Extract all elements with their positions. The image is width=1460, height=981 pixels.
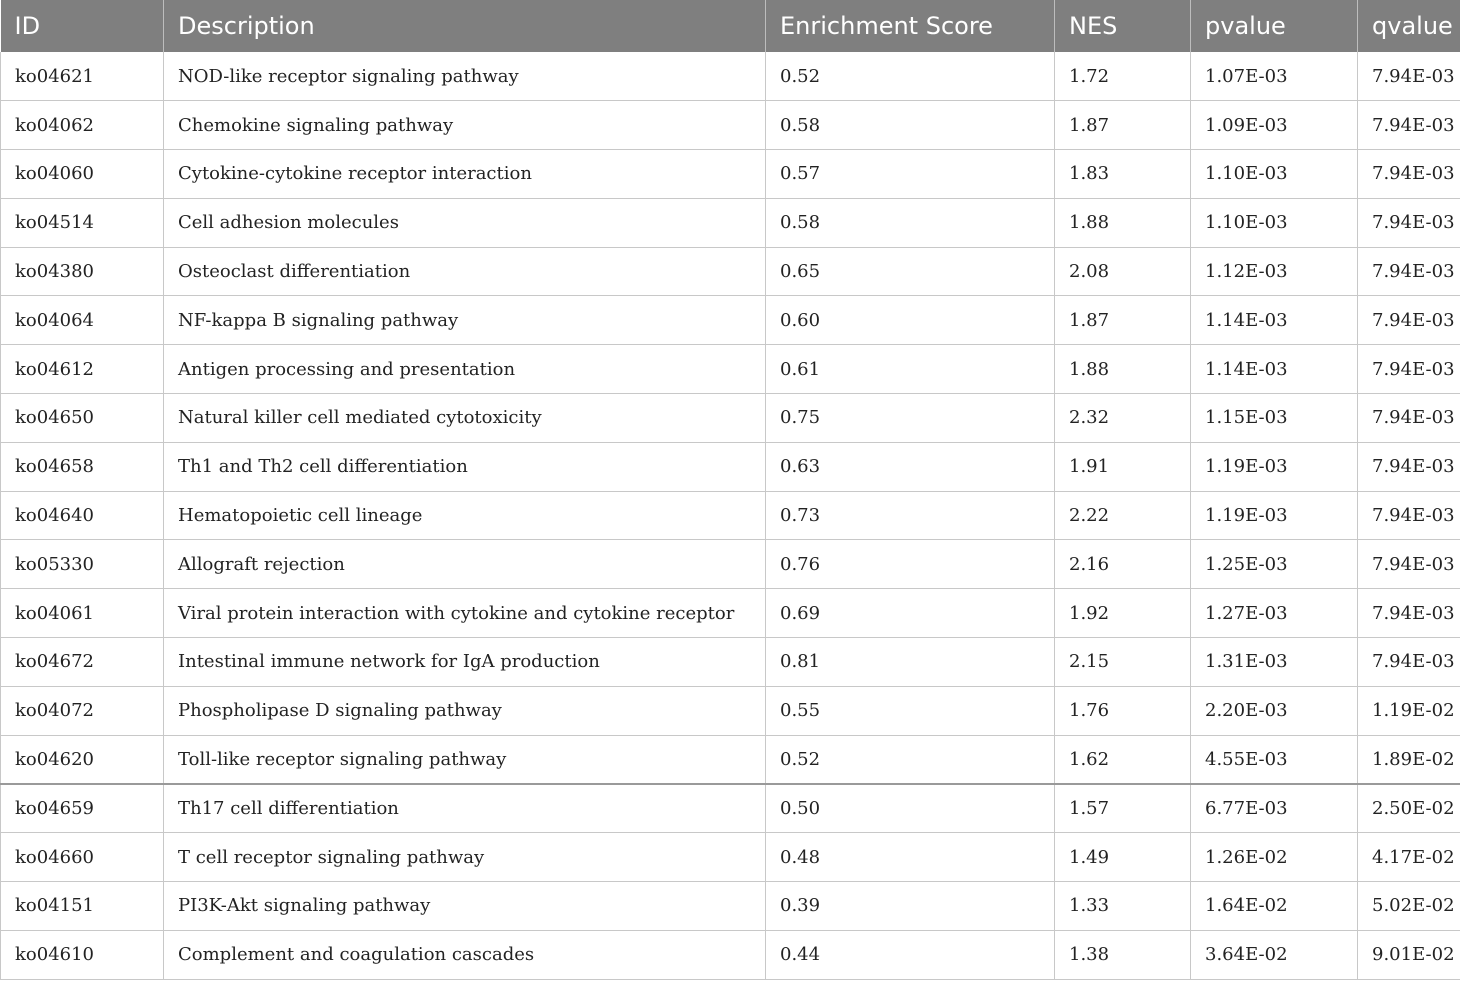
cell-qvalue: 7.94E-03: [1358, 52, 1460, 101]
header-description: Description: [164, 0, 766, 52]
cell-nes: 2.22: [1055, 491, 1191, 540]
cell-qvalue: 7.94E-03: [1358, 638, 1460, 687]
cell-enrichment-score: 0.75: [766, 394, 1055, 443]
cell-description: Intestinal immune network for IgA production: [164, 638, 766, 687]
cell-qvalue: 1.19E-02: [1358, 686, 1460, 735]
cell-description: Antigen processing and presentation: [164, 345, 766, 394]
header-id: ID: [1, 0, 164, 52]
cell-description: NF-kappa B signaling pathway: [164, 296, 766, 345]
cell-nes: 1.87: [1055, 101, 1191, 150]
cell-description: Complement and coagulation cascades: [164, 930, 766, 979]
cell-id: ko04620: [1, 735, 164, 784]
table-header: [1, 0, 1460, 52]
cell-pvalue: 4.55E-03: [1191, 735, 1358, 784]
cell-qvalue: 4.17E-02: [1358, 833, 1460, 882]
cell-qvalue: 7.94E-03: [1358, 540, 1460, 589]
cell-pvalue: 1.25E-03: [1191, 540, 1358, 589]
cell-qvalue: 9.01E-02: [1358, 930, 1460, 979]
cell-description: T cell receptor signaling pathway: [164, 833, 766, 882]
cell-pvalue: 1.64E-02: [1191, 882, 1358, 931]
table-row: [1, 198, 1460, 247]
cell-id: ko04061: [1, 589, 164, 638]
header-pvalue: pvalue: [1191, 0, 1358, 52]
cell-enrichment-score: 0.69: [766, 589, 1055, 638]
cell-nes: 1.88: [1055, 198, 1191, 247]
header-qvalue: qvalue: [1358, 0, 1460, 52]
cell-description: Viral protein interaction with cytokine and cytokine receptor: [164, 589, 766, 638]
cell-id: ko04072: [1, 686, 164, 735]
cell-nes: 1.91: [1055, 442, 1191, 491]
table-row: [1, 150, 1460, 199]
cell-qvalue: 7.94E-03: [1358, 296, 1460, 345]
cell-qvalue: 7.94E-03: [1358, 491, 1460, 540]
cell-qvalue: 7.94E-03: [1358, 101, 1460, 150]
cell-id: ko04151: [1, 882, 164, 931]
table-row: [1, 735, 1460, 784]
cell-enrichment-score: 0.73: [766, 491, 1055, 540]
cell-description: PI3K-Akt signaling pathway: [164, 882, 766, 931]
cell-nes: 2.16: [1055, 540, 1191, 589]
cell-description: Natural killer cell mediated cytotoxicity: [164, 394, 766, 443]
cell-nes: 2.08: [1055, 247, 1191, 296]
cell-pvalue: 1.14E-03: [1191, 296, 1358, 345]
cell-enrichment-score: 0.76: [766, 540, 1055, 589]
cell-enrichment-score: 0.60: [766, 296, 1055, 345]
table-row: [1, 491, 1460, 540]
cell-description: Th1 and Th2 cell differentiation: [164, 442, 766, 491]
table-row: [1, 442, 1460, 491]
cell-description: Cell adhesion molecules: [164, 198, 766, 247]
header-nes: NES: [1055, 0, 1191, 52]
cell-qvalue: 7.94E-03: [1358, 198, 1460, 247]
table-row: [1, 882, 1460, 931]
table-row: [1, 589, 1460, 638]
cell-nes: 2.15: [1055, 638, 1191, 687]
cell-id: ko04672: [1, 638, 164, 687]
header-row: [1, 0, 1460, 52]
cell-qvalue: 7.94E-03: [1358, 345, 1460, 394]
cell-nes: 1.92: [1055, 589, 1191, 638]
cell-nes: 1.57: [1055, 784, 1191, 833]
cell-enrichment-score: 0.55: [766, 686, 1055, 735]
cell-enrichment-score: 0.61: [766, 345, 1055, 394]
cell-nes: 2.32: [1055, 394, 1191, 443]
cell-description: Chemokine signaling pathway: [164, 101, 766, 150]
cell-nes: 1.33: [1055, 882, 1191, 931]
table-row: [1, 52, 1460, 101]
cell-id: ko04658: [1, 442, 164, 491]
cell-qvalue: 1.89E-02: [1358, 735, 1460, 784]
cell-qvalue: 7.94E-03: [1358, 150, 1460, 199]
cell-id: ko04660: [1, 833, 164, 882]
cell-qvalue: 5.02E-02: [1358, 882, 1460, 931]
cell-id: ko04612: [1, 345, 164, 394]
cell-enrichment-score: 0.81: [766, 638, 1055, 687]
cell-enrichment-score: 0.58: [766, 101, 1055, 150]
cell-description: NOD-like receptor signaling pathway: [164, 52, 766, 101]
cell-pvalue: 1.14E-03: [1191, 345, 1358, 394]
cell-pvalue: 6.77E-03: [1191, 784, 1358, 833]
cell-qvalue: 7.94E-03: [1358, 247, 1460, 296]
table-row: [1, 784, 1460, 833]
cell-pvalue: 3.64E-02: [1191, 930, 1358, 979]
table-row: [1, 345, 1460, 394]
cell-description: Phospholipase D signaling pathway: [164, 686, 766, 735]
cell-description: Th17 cell differentiation: [164, 784, 766, 833]
table-row: [1, 638, 1460, 687]
cell-nes: 1.87: [1055, 296, 1191, 345]
table-row: [1, 296, 1460, 345]
cell-nes: 1.83: [1055, 150, 1191, 199]
cell-pvalue: 1.15E-03: [1191, 394, 1358, 443]
cell-nes: 1.62: [1055, 735, 1191, 784]
cell-description: Hematopoietic cell lineage: [164, 491, 766, 540]
cell-enrichment-score: 0.52: [766, 735, 1055, 784]
cell-id: ko04064: [1, 296, 164, 345]
cell-enrichment-score: 0.39: [766, 882, 1055, 931]
table-row: [1, 930, 1460, 979]
header-enrichment-score: Enrichment Score: [766, 0, 1055, 52]
cell-id: ko04659: [1, 784, 164, 833]
cell-description: Osteoclast differentiation: [164, 247, 766, 296]
table-row: [1, 540, 1460, 589]
cell-id: ko04514: [1, 198, 164, 247]
cell-pvalue: 1.10E-03: [1191, 198, 1358, 247]
cell-id: ko04650: [1, 394, 164, 443]
table-row: [1, 394, 1460, 443]
table-row: [1, 833, 1460, 882]
cell-nes: 1.49: [1055, 833, 1191, 882]
cell-pvalue: 1.09E-03: [1191, 101, 1358, 150]
cell-pvalue: 1.10E-03: [1191, 150, 1358, 199]
cell-pvalue: 1.31E-03: [1191, 638, 1358, 687]
cell-id: ko04640: [1, 491, 164, 540]
cell-qvalue: 7.94E-03: [1358, 394, 1460, 443]
cell-enrichment-score: 0.58: [766, 198, 1055, 247]
cell-nes: 1.38: [1055, 930, 1191, 979]
cell-enrichment-score: 0.50: [766, 784, 1055, 833]
cell-enrichment-score: 0.57: [766, 150, 1055, 199]
cell-description: Cytokine-cytokine receptor interaction: [164, 150, 766, 199]
cell-nes: 1.88: [1055, 345, 1191, 394]
cell-enrichment-score: 0.65: [766, 247, 1055, 296]
table-body: [1, 52, 1460, 979]
table-row: [1, 101, 1460, 150]
cell-id: ko04621: [1, 52, 164, 101]
cell-pvalue: 1.07E-03: [1191, 52, 1358, 101]
cell-qvalue: 2.50E-02: [1358, 784, 1460, 833]
cell-enrichment-score: 0.52: [766, 52, 1055, 101]
cell-pvalue: 1.19E-03: [1191, 491, 1358, 540]
cell-qvalue: 7.94E-03: [1358, 589, 1460, 638]
cell-pvalue: 2.20E-03: [1191, 686, 1358, 735]
cell-id: ko05330: [1, 540, 164, 589]
cell-pvalue: 1.12E-03: [1191, 247, 1358, 296]
cell-id: ko04062: [1, 101, 164, 150]
cell-pvalue: 1.19E-03: [1191, 442, 1358, 491]
cell-id: ko04380: [1, 247, 164, 296]
cell-enrichment-score: 0.44: [766, 930, 1055, 979]
cell-nes: 1.76: [1055, 686, 1191, 735]
cell-id: ko04610: [1, 930, 164, 979]
cell-pvalue: 1.26E-02: [1191, 833, 1358, 882]
cell-pvalue: 1.27E-03: [1191, 589, 1358, 638]
table-row: [1, 247, 1460, 296]
cell-enrichment-score: 0.48: [766, 833, 1055, 882]
cell-qvalue: 7.94E-03: [1358, 442, 1460, 491]
cell-id: ko04060: [1, 150, 164, 199]
cell-enrichment-score: 0.63: [766, 442, 1055, 491]
table-row: [1, 686, 1460, 735]
cell-description: Allograft rejection: [164, 540, 766, 589]
cell-nes: 1.72: [1055, 52, 1191, 101]
cell-description: Toll-like receptor signaling pathway: [164, 735, 766, 784]
